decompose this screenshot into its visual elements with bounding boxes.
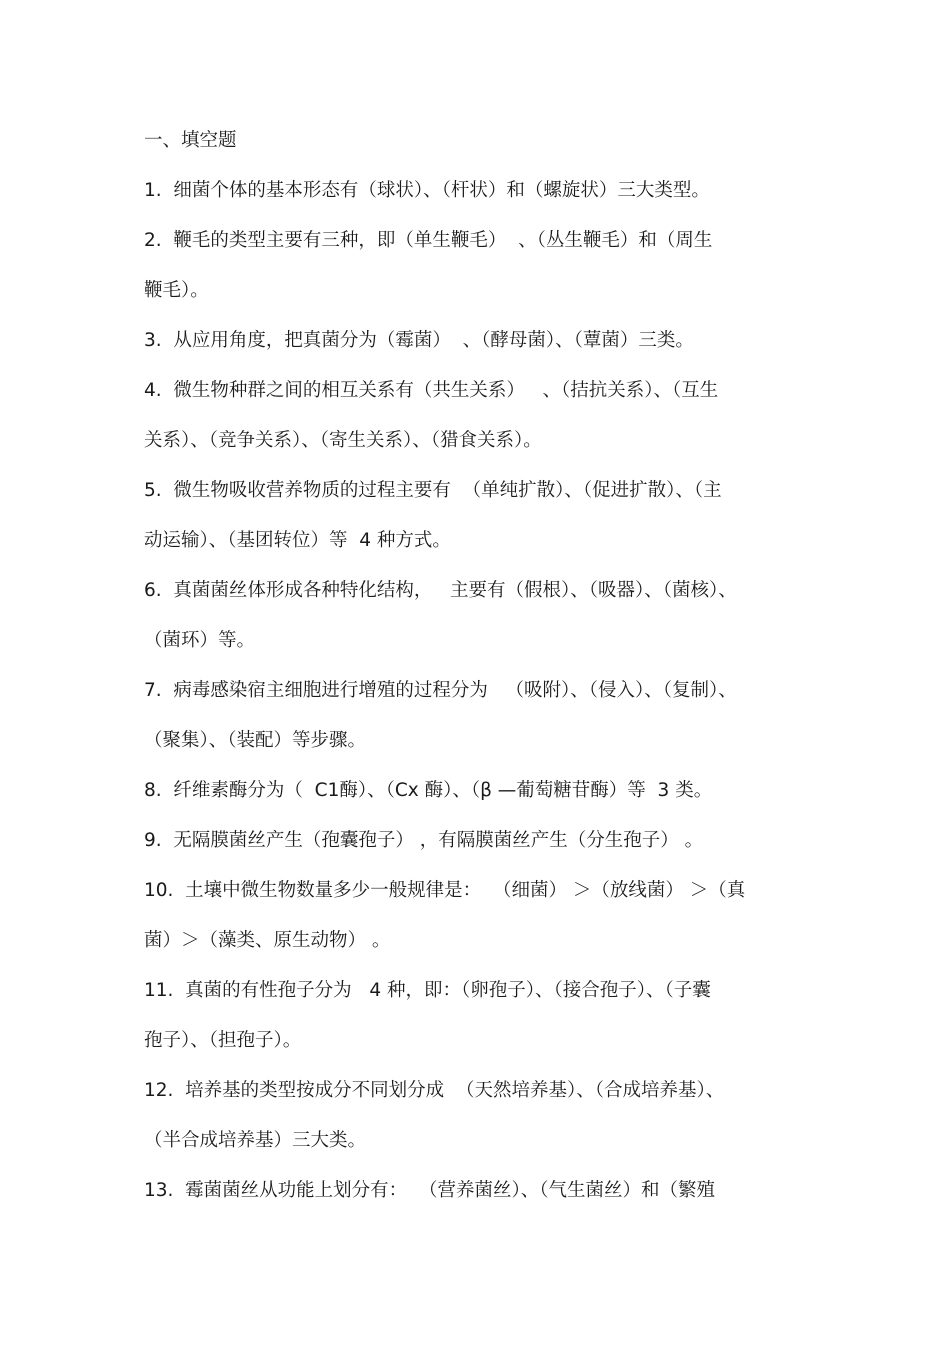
text-line: 孢子）、（担孢子）。 <box>144 1030 302 1051</box>
text-line: 6. 真菌菌丝体形成各种特化结构， 主要有（假根）、（吸器）、（菌核）、 <box>144 580 737 601</box>
text-line: 9. 无隔膜菌丝产生（孢囊孢子） ，有隔膜菌丝产生（分生孢子） 。 <box>144 830 704 851</box>
text-line: 鞭毛）。 <box>144 280 209 301</box>
text-line: （半合成培养基）三大类。 <box>144 1130 367 1151</box>
text-line: 1. 细菌个体的基本形态有（球状）、（杆状）和（螺旋状）三大类型。 <box>144 180 710 201</box>
text-line: 菌）＞（藻类、原生动物） 。 <box>144 930 391 951</box>
text-line: 13. 霉菌菌丝从功能上划分有： （营养菌丝）、（气生菌丝）和（繁殖 <box>144 1180 715 1201</box>
text-line: 12. 培养基的类型按成分不同划分成 （天然培养基）、（合成培养基）、 <box>144 1080 725 1101</box>
text-line: 动运输）、（基团转位）等 4 种方式。 <box>144 530 451 551</box>
text-line: 4. 微生物种群之间的相互关系有（共生关系） 、（拮抗关系）、（互生 <box>144 380 719 401</box>
text-line: 7. 病毒感染宿主细胞进行增殖的过程分为 （吸附）、（侵入）、（复制）、 <box>144 680 737 701</box>
section-title: 一、填空题 <box>144 130 237 151</box>
text-line: 2. 鞭毛的类型主要有三种，即（单生鞭毛） 、（丛生鞭毛）和（周生 <box>144 230 713 251</box>
text-line: 关系）、（竞争关系）、（寄生关系）、（猎食关系）。 <box>144 430 542 451</box>
document-page <box>144 120 814 1220</box>
text-line: 11. 真菌的有性孢子分为 4 种，即：（卵孢子）、（接合孢子）、（子囊 <box>144 980 711 1001</box>
text-line: （菌环）等。 <box>144 630 256 651</box>
text-line: 5. 微生物吸收营养物质的过程主要有 （单纯扩散）、（促进扩散）、（主 <box>144 480 722 501</box>
text-line: 8. 纤维素酶分为（ C1酶）、（Cx 酶）、（β —葡萄糖苷酶）等 3 类。 <box>144 780 713 801</box>
text-line: 3. 从应用角度，把真菌分为（霉菌） 、（酵母菌）、（蕈菌）三类。 <box>144 330 694 351</box>
text-line: 10. 土壤中微生物数量多少一般规律是： （细菌） ＞（放线菌） ＞（真 <box>144 880 746 901</box>
text-line: （聚集）、（装配）等步骤。 <box>144 730 367 751</box>
